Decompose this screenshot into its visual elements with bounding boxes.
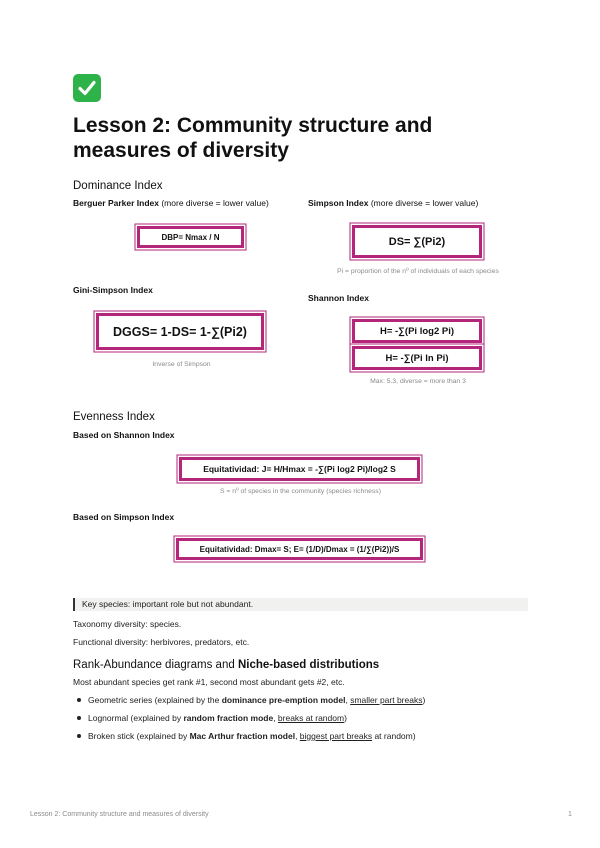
- gini-simpson-label: Gini-Simpson Index: [73, 285, 153, 295]
- list-item: [77, 695, 425, 705]
- evenness-simpson-label: Based on Simpson Index: [73, 512, 175, 522]
- list-item-sep: ,: [345, 695, 351, 705]
- berger-parker-label: [73, 198, 269, 208]
- footer-title: Lesson 2: Community structure and measures of diversity: [30, 811, 209, 818]
- shannon-caption: Max: 5.3, diverse = more than 3: [370, 378, 466, 385]
- list-item-end: at random): [372, 731, 416, 741]
- list-item: [77, 731, 416, 741]
- list-item: [77, 713, 347, 723]
- bullet-icon: [77, 734, 81, 738]
- page-number: 1: [568, 811, 572, 818]
- list-item-text: Broken stick (explained by: [88, 731, 190, 741]
- list-item-end: ): [344, 713, 347, 723]
- check-mark-icon: [73, 74, 101, 102]
- shannon-formula-log2: H= -∑(Pi log2 Pi): [352, 319, 482, 343]
- berger-parker-formula: DBP= Nmax / N: [137, 226, 244, 248]
- evenness-shannon-caption: S = nº of species in the community (species richness): [220, 488, 381, 495]
- list-item-text: Geometric series (explained by the: [88, 695, 222, 705]
- shannon-label: Shannon Index: [308, 293, 369, 303]
- bullet-icon: [77, 716, 81, 720]
- shannon-formula-ln: H= -∑(Pi ln Pi): [352, 346, 482, 370]
- taxonomy-diversity-text: Taxonomy diversity: species.: [73, 619, 182, 629]
- evenness-heading: Evenness Index: [73, 411, 155, 423]
- dominance-heading: Dominance Index: [73, 180, 163, 192]
- functional-diversity-text: Functional diversity: herbivores, predators, etc.: [73, 637, 250, 647]
- gini-simpson-formula: DGGS= 1-DS= 1-∑(Pi2): [96, 313, 264, 350]
- rank-abundance-heading: [73, 659, 379, 671]
- list-item-bold: dominance pre-emption model: [221, 695, 346, 705]
- rank-intro-text: Most abundant species get rank #1, second most abundant gets #2, etc.: [73, 677, 345, 687]
- rank-heading-normal: Rank-Abundance diagrams and: [73, 659, 238, 671]
- gini-simpson-caption: Inverse of Simpson: [152, 361, 211, 368]
- berger-parker-title: Berguer Parker Index: [73, 198, 159, 208]
- key-species-callout: Key species: important role but not abundant.: [73, 598, 528, 611]
- evenness-simpson-formula: Equitatividad: Dmax= S; E= (1/D)/Dmax = (1/∑(Pi2))/S: [176, 538, 423, 560]
- list-item-sep: ,: [273, 713, 278, 723]
- evenness-shannon-formula: Equitatividad: J= H/Hmax = -∑(Pi log2 Pi)/log2 S: [179, 457, 420, 481]
- simpson-formula: DS= ∑(Pi2): [352, 225, 482, 258]
- berger-parker-note: (more diverse = lower value): [158, 198, 269, 208]
- simpson-caption: Pi = proportion of the nº of individuals of each species: [337, 268, 499, 275]
- simpson-title: Simpson Index: [308, 198, 369, 208]
- list-item-underlined: breaks at random: [277, 713, 345, 723]
- list-item-bold: Mac Arthur fraction model: [189, 731, 296, 741]
- list-item-underlined: biggest part breaks: [299, 731, 373, 741]
- list-item-end: ): [422, 695, 426, 705]
- list-item-underlined: smaller part breaks: [350, 695, 423, 705]
- simpson-note: (more diverse = lower value): [368, 198, 479, 208]
- bullet-icon: [77, 698, 81, 702]
- page-title: Lesson 2: Community structure and measures of diversity: [73, 114, 433, 162]
- list-item-sep: ,: [295, 731, 300, 741]
- evenness-shannon-label: Based on Shannon Index: [73, 430, 175, 440]
- list-item-bold: random fraction mode: [183, 713, 274, 723]
- rank-heading-bold: Niche-based distributions: [237, 659, 380, 671]
- simpson-label: [308, 198, 478, 208]
- list-item-text: Lognormal (explained by: [88, 713, 184, 723]
